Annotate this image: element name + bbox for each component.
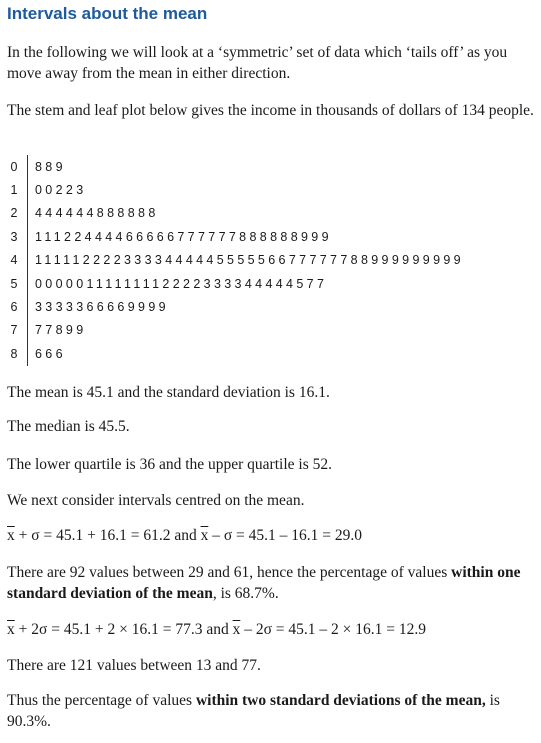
x-bar-symbol: $\overline{x}$ [232,621,241,638]
leaf-values: 77899 [35,323,87,338]
stem-divider [27,155,28,178]
mean-sd-statement: The mean is 45.1 and the standard deviation is 16.1. [7,384,330,401]
stem-leaf-row [7,342,464,365]
plot-intro-paragraph: The stem and leaf plot below gives the income in thousands of dollars of 134 people. [7,102,534,119]
eq1-part-a: + σ = 45.1 + 16.1 = 61.2 and [14,527,201,544]
stem-leaf-row [7,249,464,272]
quartiles-statement: The lower quartile is 36 and the upper quartile is 52. [7,456,332,473]
stem-and-leaf-plot [7,155,464,366]
stem-divider [27,272,28,295]
stem-leaf-row [7,178,464,201]
one-sd-text: There are 92 values between 29 and 61, hence the percentage of values [7,564,452,581]
stem-value: 5 [10,276,18,291]
eq1-part-b: – σ = 45.1 – 16.1 = 29.0 [208,527,363,544]
two-sd-end: is 90.3%. [7,692,500,730]
stem-divider [27,319,28,342]
stem-leaf-row [7,155,464,178]
one-sd-bold: within one standard deviation of the mean [7,564,521,602]
stem-value: 6 [10,300,18,315]
leaf-values: 00000111111112222333344444577 [35,276,328,291]
stem-divider [27,249,28,272]
stem-value: 4 [10,253,18,268]
stem-leaf-row [7,225,464,248]
one-sd-end: , is 68.7%. [212,585,279,602]
stem-value: 2 [10,206,18,221]
x-bar-symbol: $\overline{x}$ [7,527,15,544]
stem-divider [27,225,28,248]
two-sd-result [7,690,535,732]
one-sd-result [7,562,535,604]
x-bar-symbol: $\overline{x}$ [7,621,15,638]
stem-leaf-row [7,319,464,342]
two-sd-bold: within two standard deviations of the mean, [195,692,486,709]
stem-leaf-row [7,272,464,295]
stem-value: 1 [10,183,18,198]
stem-divider [27,295,28,318]
stem-leaf-row [7,202,464,225]
leaf-values: 111112222333344444555556677777788999999999 [35,253,464,268]
intro-paragraph: In the following we will look at a ‘symmetric’ set of data which ‘tails off’ as you move away from the mean in either direction. [7,44,508,82]
stem-value: 7 [10,323,18,338]
section-heading: Intervals about the mean [7,4,208,23]
between-statement: There are 121 values between 13 and 77. [7,657,261,674]
stem-leaf-row [7,295,464,318]
leaf-values: 444444888888 [35,206,159,221]
stem-value: 0 [10,159,18,174]
leaf-values: 00223 [35,183,87,198]
x-bar-symbol: $\overline{x}$ [200,527,209,544]
eq2-part-a: + 2σ = 45.1 + 2 × 16.1 = 77.3 and [14,621,233,638]
stem-divider [27,202,28,225]
stem-value: 8 [10,346,18,361]
leaf-values: 666 [35,346,66,361]
stem-value: 3 [10,229,18,244]
two-sd-text: Thus the percentage of values [7,692,196,709]
two-sd-equation [7,619,535,640]
stem-divider [27,178,28,201]
eq2-part-b: – 2σ = 45.1 – 2 × 16.1 = 12.9 [240,621,427,638]
median-statement: The median is 45.5. [7,418,130,435]
leaf-values: 889 [35,159,66,174]
leaf-values: 11122444466666777777888888999 [35,229,332,244]
one-sd-equation [7,525,535,546]
stem-divider [27,342,28,365]
intervals-intro: We next consider intervals centred on the mean. [7,492,305,509]
leaf-values: 3333366669999 [35,300,169,315]
